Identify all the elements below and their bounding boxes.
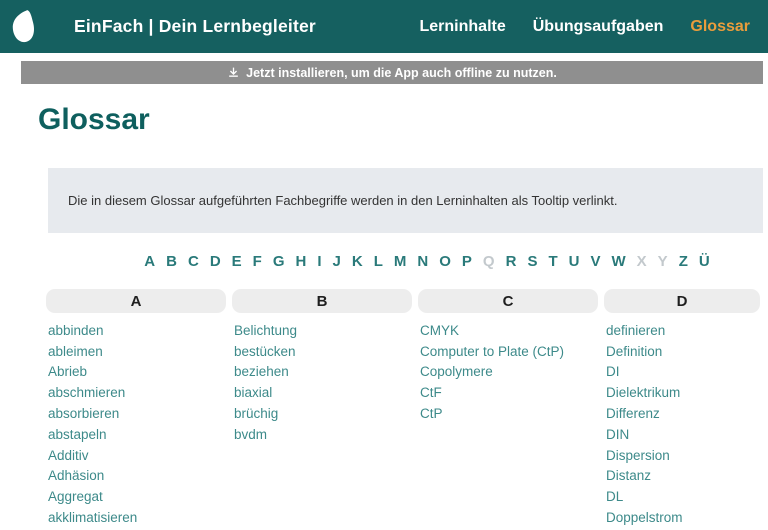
term-row <box>234 362 412 383</box>
app-header <box>0 0 768 53</box>
term-row <box>420 403 598 424</box>
glossary-column-d <box>604 289 760 528</box>
term-row <box>48 445 226 466</box>
column-header-c: C <box>418 289 598 313</box>
alphabet-letter-m[interactable]: M <box>393 252 407 270</box>
term-row <box>606 362 760 383</box>
alphabet-letter-s[interactable]: S <box>527 252 538 270</box>
term-row <box>606 320 760 341</box>
term-row <box>606 424 760 445</box>
alphabet-letter-i[interactable]: I <box>317 252 322 270</box>
alphabet-letter-r[interactable]: R <box>505 252 517 270</box>
glossary-term[interactable]: Aggregat <box>48 489 103 505</box>
term-list-b <box>234 320 412 445</box>
glossary-term[interactable]: bestücken <box>234 343 296 359</box>
glossary-term[interactable]: Doppelstrom <box>606 510 683 526</box>
term-list-d <box>606 320 760 528</box>
glossary-term[interactable]: Adhäsion <box>48 468 105 484</box>
column-header-a: A <box>46 289 226 313</box>
term-row <box>234 382 412 403</box>
term-row <box>420 341 598 362</box>
term-row <box>48 320 226 341</box>
term-row <box>48 507 226 528</box>
glossary-term[interactable]: DL <box>606 489 624 505</box>
alphabet-letter-x: X <box>636 252 647 270</box>
glossary-columns <box>46 289 760 528</box>
term-row <box>48 466 226 487</box>
alphabet-letter-v[interactable]: V <box>590 252 601 270</box>
alphabet-letter-l[interactable]: L <box>373 252 383 270</box>
alphabet-letter-w[interactable]: W <box>611 252 626 270</box>
alphabet-letter-j[interactable]: J <box>332 252 341 270</box>
glossary-column-a <box>46 289 226 528</box>
glossary-term[interactable]: CtP <box>420 406 443 422</box>
term-row <box>420 382 598 403</box>
nav-glossar[interactable]: Glossar <box>690 17 750 35</box>
glossary-term[interactable]: beziehen <box>234 364 289 380</box>
alphabet-letter-u[interactable]: U <box>568 252 580 270</box>
alphabet-letter-d[interactable]: D <box>209 252 221 270</box>
glossary-term[interactable]: Abrieb <box>48 364 88 380</box>
glossary-term[interactable]: Dispersion <box>606 447 670 463</box>
alphabet-nav <box>46 249 760 273</box>
glossary-term[interactable]: abschmieren <box>48 385 126 401</box>
term-row <box>48 403 226 424</box>
glossary-column-c <box>418 289 598 528</box>
glossary-term[interactable]: CtF <box>420 385 442 401</box>
alphabet-letter-a[interactable]: A <box>144 252 156 270</box>
term-row <box>234 341 412 362</box>
glossary-term[interactable]: abbinden <box>48 322 104 338</box>
nav-uebungsaufgaben[interactable]: Übungsaufgaben <box>532 17 664 35</box>
glossary-column-b <box>232 289 412 528</box>
install-banner-text: Jetzt installieren, um die App auch offline zu nutzen. <box>246 65 557 80</box>
term-row <box>420 320 598 341</box>
alphabet-letter-z[interactable]: Z <box>678 252 688 270</box>
glossary-term[interactable]: abstapeln <box>48 426 107 442</box>
glossary-term[interactable]: ableimen <box>48 343 103 359</box>
term-row <box>606 507 760 528</box>
alphabet-letter-c[interactable]: C <box>187 252 199 270</box>
download-icon <box>227 66 240 79</box>
alphabet-letter-o[interactable]: O <box>439 252 451 270</box>
term-row <box>48 341 226 362</box>
glossary-info-box <box>48 168 763 233</box>
glossary-term[interactable]: Definition <box>606 343 663 359</box>
glossary-term[interactable]: Belichtung <box>234 322 298 338</box>
glossary-info-text: Die in diesem Glossar aufgeführten Fachbegriffe werden in den Lerninhalten als Tooltip verlinkt. <box>68 193 618 208</box>
glossary-term[interactable]: Dielektrikum <box>606 385 681 401</box>
alphabet-letter-q: Q <box>482 252 495 270</box>
page-title: Glossar <box>38 103 150 136</box>
glossary-term[interactable]: bvdm <box>234 426 268 442</box>
alphabet-letter-f[interactable]: F <box>252 252 262 270</box>
glossary-term[interactable]: Additiv <box>48 447 89 463</box>
term-row <box>606 445 760 466</box>
term-row <box>48 424 226 445</box>
term-row <box>606 341 760 362</box>
glossary-term[interactable]: brüchig <box>234 406 279 422</box>
glossary-term[interactable]: DI <box>606 364 620 380</box>
glossary-term[interactable]: akklimatisieren <box>48 510 138 526</box>
term-row <box>606 466 760 487</box>
alphabet-letter-y: Y <box>657 252 668 270</box>
term-row <box>420 362 598 383</box>
app-title: EinFach | Dein Lernbegleiter <box>74 16 316 36</box>
alphabet-letter-p[interactable]: P <box>461 252 472 270</box>
term-row <box>606 486 760 507</box>
glossary-term[interactable]: biaxial <box>234 385 273 401</box>
glossary-term[interactable]: DIN <box>606 426 630 442</box>
alphabet-letter-ü[interactable]: Ü <box>698 252 710 270</box>
glossary-term[interactable]: definieren <box>606 322 666 338</box>
term-row <box>48 486 226 507</box>
glossary-term[interactable]: Copolymere <box>420 364 493 380</box>
main-nav <box>420 18 751 36</box>
term-row <box>234 320 412 341</box>
alphabet-letter-e[interactable]: E <box>231 252 242 270</box>
term-row <box>234 424 412 445</box>
app-logo-icon <box>10 8 37 46</box>
glossary-term[interactable]: Differenz <box>606 406 660 422</box>
alphabet-letter-b[interactable]: B <box>166 252 177 270</box>
column-header-d: D <box>604 289 760 313</box>
glossary-term[interactable]: absorbieren <box>48 406 120 422</box>
term-list-a <box>48 320 226 528</box>
glossary-term[interactable]: CMYK <box>420 322 460 338</box>
alphabet-letter-t[interactable]: T <box>548 252 558 270</box>
term-row <box>234 403 412 424</box>
column-header-b: B <box>232 289 412 313</box>
alphabet-letter-g[interactable]: G <box>272 252 285 270</box>
install-banner[interactable] <box>21 61 763 84</box>
alphabet-letter-k[interactable]: K <box>351 252 363 270</box>
term-list-c <box>420 320 598 424</box>
glossary-term[interactable]: Computer to Plate (CtP) <box>420 343 565 359</box>
term-row <box>48 362 226 383</box>
glossary-term[interactable]: Distanz <box>606 468 652 484</box>
alphabet-letter-h[interactable]: H <box>295 252 307 270</box>
nav-lerninhalte[interactable]: Lerninhalte <box>419 17 506 35</box>
alphabet-letter-n[interactable]: N <box>417 252 429 270</box>
term-row <box>606 403 760 424</box>
term-row <box>48 382 226 403</box>
term-row <box>606 382 760 403</box>
